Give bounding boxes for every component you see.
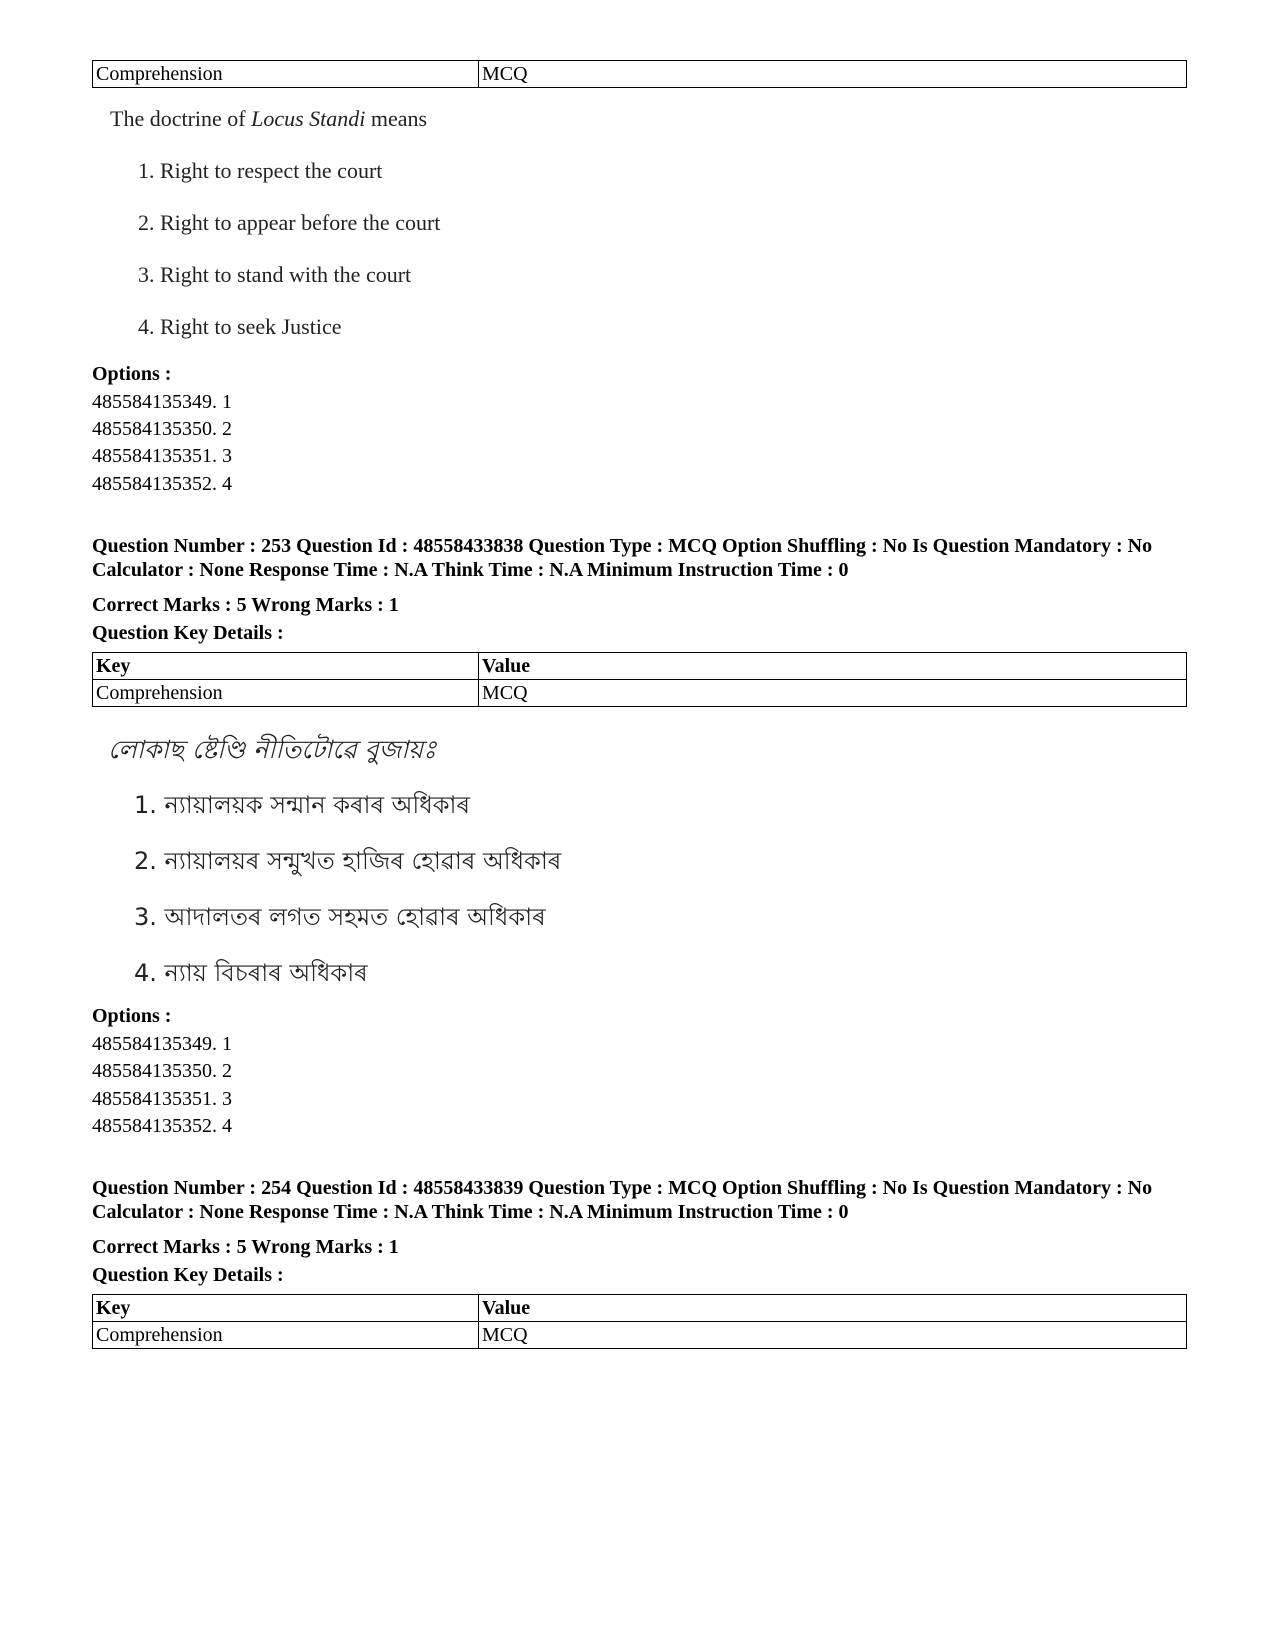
key-value-table-top <box>92 60 1187 88</box>
header-key: Key <box>93 1295 479 1322</box>
key-cell: Comprehension <box>93 680 479 707</box>
choice-4: 4. Right to seek Justice <box>138 314 342 339</box>
table-row <box>93 61 1187 88</box>
table-row <box>93 680 1187 707</box>
option-3: 485584135351. 3 <box>92 445 232 467</box>
value-cell: MCQ <box>479 680 1187 707</box>
options-label: Options : <box>92 363 172 385</box>
choice-4: 4. ন্যায় বিচৰাৰ অধিকাৰ <box>134 959 368 987</box>
stem-italic: Locus Standi <box>251 106 366 131</box>
option-1: 485584135349. 1 <box>92 1033 232 1055</box>
option-1: 485584135349. 1 <box>92 391 232 413</box>
table-header-row <box>93 1295 1187 1322</box>
stem-prefix: The doctrine of <box>110 106 252 131</box>
table-row <box>93 1322 1187 1349</box>
key-value-table-254 <box>92 1294 1187 1349</box>
option-4: 485584135352. 4 <box>92 473 232 495</box>
value-cell: MCQ <box>479 1322 1187 1349</box>
choice-3: 3. আদালতৰ লগত সহমত হোৱাৰ অধিকাৰ <box>134 903 546 931</box>
key-cell: Comprehension <box>93 61 479 88</box>
marks-254: Correct Marks : 5 Wrong Marks : 1 <box>92 1236 399 1258</box>
header-value: Value <box>479 1295 1187 1322</box>
option-2: 485584135350. 2 <box>92 1060 232 1082</box>
choice-2: 2. Right to appear before the court <box>138 210 441 235</box>
option-3: 485584135351. 3 <box>92 1088 232 1110</box>
question-stem <box>110 106 427 132</box>
value-cell: MCQ <box>479 61 1187 88</box>
question-stem: লোকাছ ষ্টেণ্ডি নীতিটোৱে বুজায়ঃ <box>108 735 437 764</box>
option-2: 485584135350. 2 <box>92 418 232 440</box>
table-header-row <box>93 653 1187 680</box>
stem-suffix: means <box>365 106 428 131</box>
key-details-label-253: Question Key Details : <box>92 622 284 644</box>
question-meta-253: Question Number : 253 Question Id : 48558433838 Question Type : MCQ Option Shuffling : No Is Question Mandatory : No Calculator : None Response Time : N.A Think Time : N.A Minimum Instruction Time : 0 <box>92 535 1153 581</box>
header-value: Value <box>479 653 1187 680</box>
key-details-label-254: Question Key Details : <box>92 1264 284 1286</box>
choice-1: 1. Right to respect the court <box>138 158 383 183</box>
choice-2: 2. ন্যায়ালয়ৰ সন্মুখত হাজিৰ হোৱাৰ অধিকাৰ <box>134 847 562 875</box>
marks-253: Correct Marks : 5 Wrong Marks : 1 <box>92 594 399 616</box>
options-label: Options : <box>92 1005 172 1027</box>
header-key: Key <box>93 653 479 680</box>
question-meta-254: Question Number : 254 Question Id : 48558433839 Question Type : MCQ Option Shuffling : No Is Question Mandatory : No Calculator : None Response Time : N.A Think Time : N.A Minimum Instruction Time : 0 <box>92 1177 1153 1223</box>
key-cell: Comprehension <box>93 1322 479 1349</box>
option-4: 485584135352. 4 <box>92 1115 232 1137</box>
choice-1: 1. ন্যায়ালয়ক সন্মান কৰাৰ অধিকাৰ <box>134 791 471 819</box>
key-value-table-253 <box>92 652 1187 707</box>
choice-3: 3. Right to stand with the court <box>138 262 412 287</box>
